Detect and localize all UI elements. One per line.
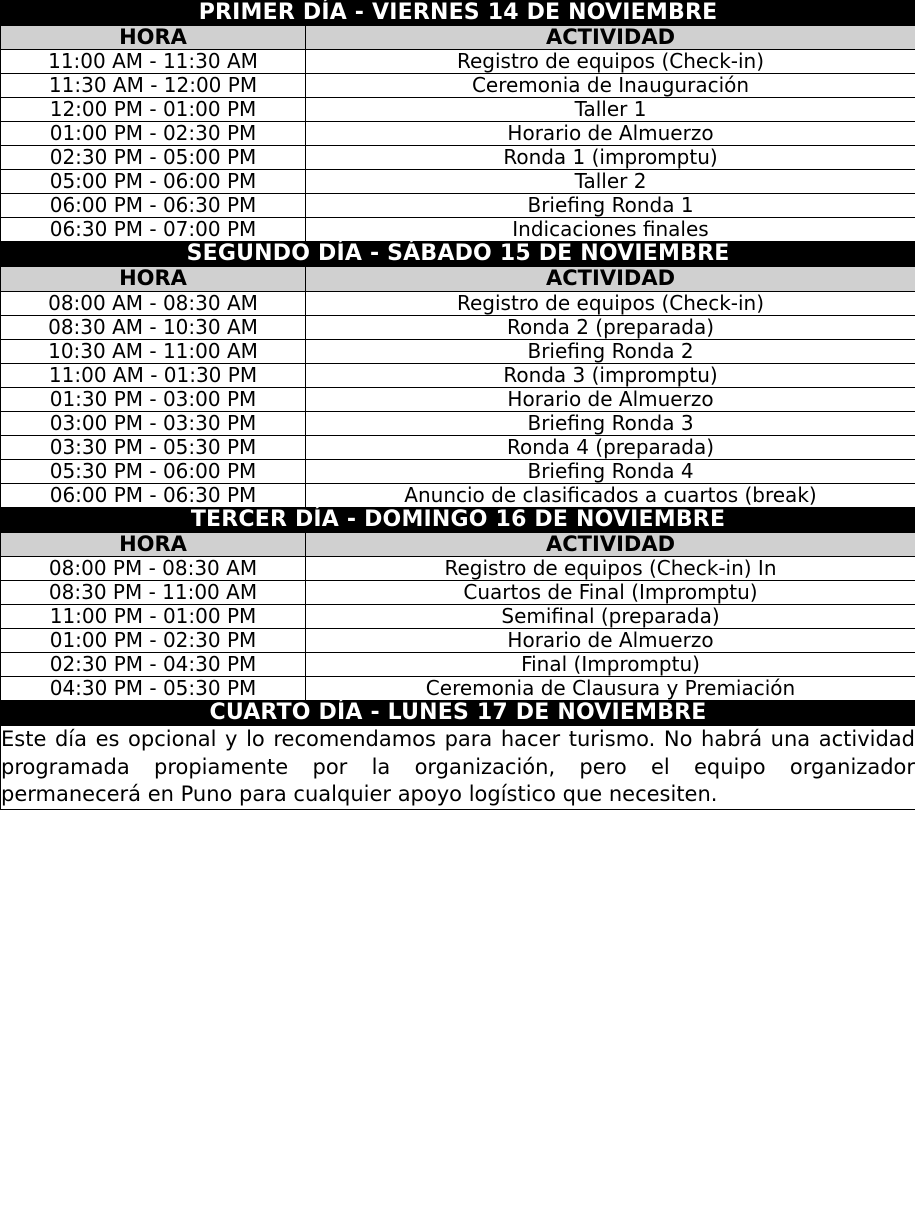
table-row — [1, 170, 915, 194]
final-day-banner: CUARTO DÍA - LUNES 17 DE NOVIEMBRE — [1, 700, 915, 725]
column-header-actividad: ACTIVIDAD — [306, 26, 915, 50]
table-row — [1, 74, 915, 98]
table-row — [1, 652, 915, 676]
cell-hora: 10:30 AM - 11:00 AM — [1, 339, 306, 363]
cell-actividad: Horario de Almuerzo — [306, 387, 915, 411]
cell-actividad: Indicaciones finales — [306, 218, 915, 242]
table-row — [1, 676, 915, 700]
cell-actividad: Briefing Ronda 3 — [306, 411, 915, 435]
cell-hora: 02:30 PM - 04:30 PM — [1, 652, 306, 676]
cell-hora: 11:00 AM - 11:30 AM — [1, 50, 306, 74]
day-banner-row — [1, 242, 915, 267]
table-row — [1, 339, 915, 363]
table-row — [1, 387, 915, 411]
cell-hora: 01:30 PM - 03:00 PM — [1, 387, 306, 411]
table-row — [1, 580, 915, 604]
column-header-hora: HORA — [1, 532, 306, 556]
cell-hora: 03:30 PM - 05:30 PM — [1, 435, 306, 459]
final-day-banner-row — [1, 700, 915, 725]
cell-hora: 11:00 PM - 01:00 PM — [1, 604, 306, 628]
final-day-note-row — [1, 726, 915, 810]
cell-hora: 08:30 PM - 11:00 AM — [1, 580, 306, 604]
cell-hora: 12:00 PM - 01:00 PM — [1, 98, 306, 122]
cell-actividad: Taller 1 — [306, 98, 915, 122]
cell-hora: 11:00 AM - 01:30 PM — [1, 363, 306, 387]
cell-actividad: Taller 2 — [306, 170, 915, 194]
table-row — [1, 604, 915, 628]
cell-hora: 05:00 PM - 06:00 PM — [1, 170, 306, 194]
cell-actividad: Cuartos de Final (Impromptu) — [306, 580, 915, 604]
table-row — [1, 363, 915, 387]
table-row — [1, 98, 915, 122]
cell-actividad: Anuncio de clasificados a cuartos (break) — [306, 483, 915, 507]
cell-actividad: Ronda 1 (impromptu) — [306, 146, 915, 170]
table-row — [1, 218, 915, 242]
table-row — [1, 122, 915, 146]
column-header-actividad: ACTIVIDAD — [306, 267, 915, 291]
day-banner: PRIMER DÍA - VIERNES 14 DE NOVIEMBRE — [1, 1, 915, 26]
cell-hora: 08:30 AM - 10:30 AM — [1, 315, 306, 339]
final-day-note: Este día es opcional y lo recomendamos para hacer turismo. No habrá una actividad programada propiamente por la organización, pero el equipo organizador permanecerá en Puno para cualquier apoyo logístico que necesiten. — [1, 726, 915, 810]
cell-actividad: Briefing Ronda 2 — [306, 339, 915, 363]
table-row — [1, 411, 915, 435]
table-row — [1, 146, 915, 170]
cell-actividad: Briefing Ronda 4 — [306, 459, 915, 483]
cell-hora: 06:00 PM - 06:30 PM — [1, 194, 306, 218]
column-header-row — [1, 532, 915, 556]
cell-hora: 02:30 PM - 05:00 PM — [1, 146, 306, 170]
cell-actividad: Ceremonia de Inauguración — [306, 74, 915, 98]
cell-hora: 08:00 AM - 08:30 AM — [1, 291, 306, 315]
day-banner-row — [1, 1, 915, 26]
table-row — [1, 315, 915, 339]
cell-actividad: Registro de equipos (Check-in) — [306, 50, 915, 74]
cell-actividad: Ronda 3 (impromptu) — [306, 363, 915, 387]
table-row — [1, 291, 915, 315]
cell-hora: 06:00 PM - 06:30 PM — [1, 483, 306, 507]
cell-hora: 11:30 AM - 12:00 PM — [1, 74, 306, 98]
table-row — [1, 483, 915, 507]
cell-hora: 01:00 PM - 02:30 PM — [1, 628, 306, 652]
cell-hora: 05:30 PM - 06:00 PM — [1, 459, 306, 483]
cell-actividad: Ceremonia de Clausura y Premiación — [306, 676, 915, 700]
cell-actividad: Briefing Ronda 1 — [306, 194, 915, 218]
column-header-hora: HORA — [1, 267, 306, 291]
day-banner: TERCER DÍA - DOMINGO 16 DE NOVIEMBRE — [1, 507, 915, 532]
table-row — [1, 435, 915, 459]
cell-actividad: Registro de equipos (Check-in) — [306, 291, 915, 315]
column-header-row — [1, 26, 915, 50]
cell-actividad: Semifinal (preparada) — [306, 604, 915, 628]
cell-actividad: Registro de equipos (Check-in) In — [306, 556, 915, 580]
cell-hora: 03:00 PM - 03:30 PM — [1, 411, 306, 435]
cell-actividad: Ronda 4 (preparada) — [306, 435, 915, 459]
cell-actividad: Horario de Almuerzo — [306, 628, 915, 652]
cell-hora: 08:00 PM - 08:30 AM — [1, 556, 306, 580]
cell-hora: 04:30 PM - 05:30 PM — [1, 676, 306, 700]
cell-actividad: Ronda 2 (preparada) — [306, 315, 915, 339]
table-row — [1, 628, 915, 652]
table-row — [1, 556, 915, 580]
column-header-actividad: ACTIVIDAD — [306, 532, 915, 556]
cell-hora: 01:00 PM - 02:30 PM — [1, 122, 306, 146]
column-header-row — [1, 267, 915, 291]
cell-actividad: Horario de Almuerzo — [306, 122, 915, 146]
cell-actividad: Final (Impromptu) — [306, 652, 915, 676]
day-banner: SEGUNDO DÍA - SÁBADO 15 DE NOVIEMBRE — [1, 242, 915, 267]
table-row — [1, 50, 915, 74]
cell-hora: 06:30 PM - 07:00 PM — [1, 218, 306, 242]
day-banner-row — [1, 507, 915, 532]
table-row — [1, 194, 915, 218]
table-row — [1, 459, 915, 483]
column-header-hora: HORA — [1, 26, 306, 50]
